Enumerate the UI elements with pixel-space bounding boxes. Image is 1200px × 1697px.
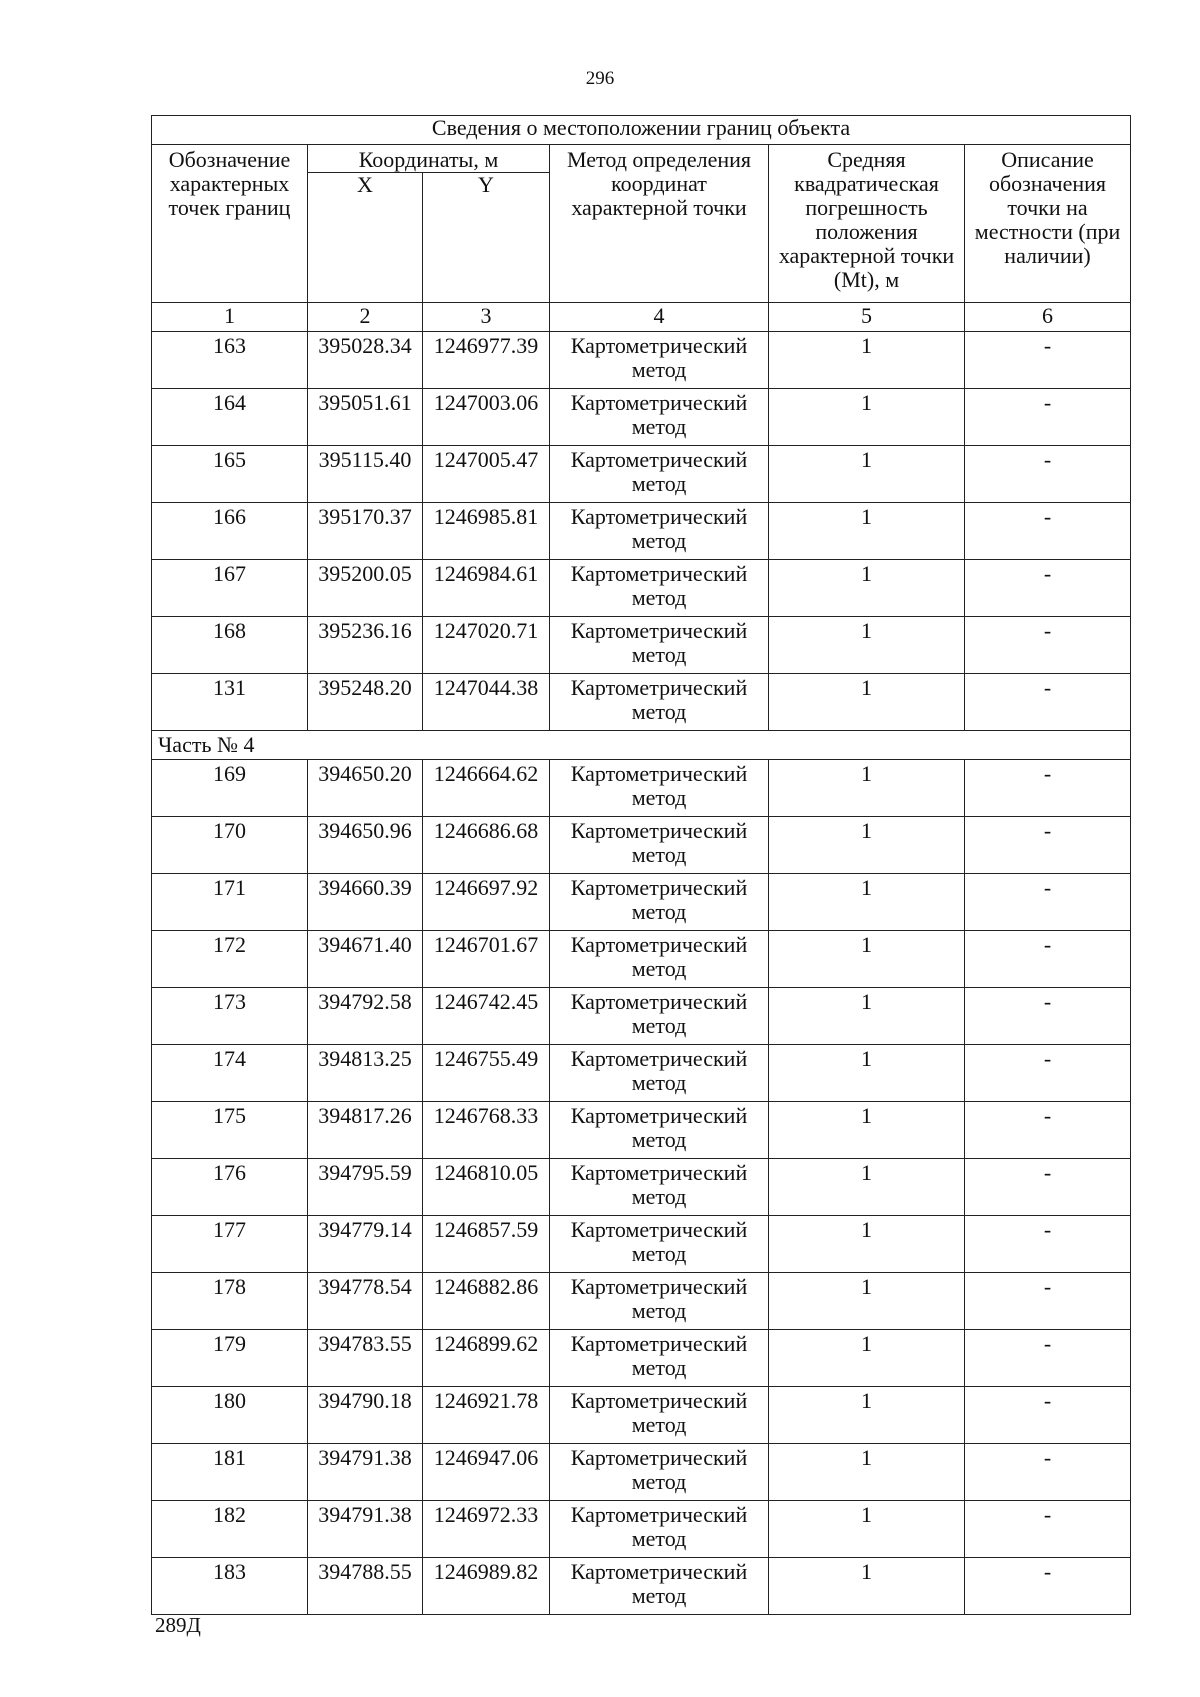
part-label: Часть № 4 bbox=[152, 731, 1131, 760]
cell-point: 131 bbox=[152, 674, 308, 731]
cell-x: 394791.38 bbox=[308, 1444, 423, 1501]
table-row bbox=[152, 931, 1131, 988]
cell-point: 170 bbox=[152, 817, 308, 874]
table-row bbox=[152, 1102, 1131, 1159]
cell-y: 1247003.06 bbox=[423, 389, 550, 446]
cell-x: 394671.40 bbox=[308, 931, 423, 988]
cell-description: - bbox=[965, 1558, 1131, 1615]
cell-method: Картометрический метод bbox=[550, 760, 769, 817]
cell-point: 176 bbox=[152, 1159, 308, 1216]
cell-description: - bbox=[965, 1045, 1131, 1102]
cell-x: 394788.55 bbox=[308, 1558, 423, 1615]
cell-y: 1247044.38 bbox=[423, 674, 550, 731]
cell-y: 1247020.71 bbox=[423, 617, 550, 674]
cell-description: - bbox=[965, 817, 1131, 874]
cell-description: - bbox=[965, 1273, 1131, 1330]
document-code: 289Д bbox=[155, 1613, 201, 1637]
table-row bbox=[152, 617, 1131, 674]
cell-error: 1 bbox=[769, 1501, 965, 1558]
cell-error: 1 bbox=[769, 674, 965, 731]
table-title: Сведения о местоположении границ объекта bbox=[152, 116, 1131, 145]
table-row bbox=[152, 446, 1131, 503]
cell-point: 182 bbox=[152, 1501, 308, 1558]
table-row bbox=[152, 332, 1131, 389]
cell-y: 1246755.49 bbox=[423, 1045, 550, 1102]
cell-y: 1246664.62 bbox=[423, 760, 550, 817]
cell-method: Картометрический метод bbox=[550, 332, 769, 389]
header-description: Описание обозначения точки на местности (при наличии) bbox=[965, 145, 1131, 303]
column-number: 5 bbox=[769, 303, 965, 332]
cell-description: - bbox=[965, 988, 1131, 1045]
table-row bbox=[152, 1330, 1131, 1387]
table-row bbox=[152, 389, 1131, 446]
cell-x: 394813.25 bbox=[308, 1045, 423, 1102]
cell-method: Картометрический метод bbox=[550, 1273, 769, 1330]
cell-method: Картометрический метод bbox=[550, 874, 769, 931]
cell-point: 169 bbox=[152, 760, 308, 817]
cell-error: 1 bbox=[769, 1045, 965, 1102]
cell-error: 1 bbox=[769, 446, 965, 503]
cell-point: 172 bbox=[152, 931, 308, 988]
column-number: 1 bbox=[152, 303, 308, 332]
cell-method: Картометрический метод bbox=[550, 988, 769, 1045]
cell-point: 175 bbox=[152, 1102, 308, 1159]
cell-y: 1246882.86 bbox=[423, 1273, 550, 1330]
cell-error: 1 bbox=[769, 874, 965, 931]
cell-y: 1246947.06 bbox=[423, 1444, 550, 1501]
table-row bbox=[152, 988, 1131, 1045]
cell-method: Картометрический метод bbox=[550, 1045, 769, 1102]
cell-method: Картометрический метод bbox=[550, 1558, 769, 1615]
cell-description: - bbox=[965, 874, 1131, 931]
cell-method: Картометрический метод bbox=[550, 1444, 769, 1501]
cell-y: 1246810.05 bbox=[423, 1159, 550, 1216]
cell-error: 1 bbox=[769, 1216, 965, 1273]
cell-point: 177 bbox=[152, 1216, 308, 1273]
cell-point: 181 bbox=[152, 1444, 308, 1501]
cell-description: - bbox=[965, 503, 1131, 560]
table-row bbox=[152, 1273, 1131, 1330]
cell-description: - bbox=[965, 1330, 1131, 1387]
cell-x: 395115.40 bbox=[308, 446, 423, 503]
cell-y: 1246899.62 bbox=[423, 1330, 550, 1387]
cell-point: 171 bbox=[152, 874, 308, 931]
cell-x: 394795.59 bbox=[308, 1159, 423, 1216]
cell-y: 1246984.61 bbox=[423, 560, 550, 617]
cell-x: 394783.55 bbox=[308, 1330, 423, 1387]
cell-point: 167 bbox=[152, 560, 308, 617]
cell-point: 164 bbox=[152, 389, 308, 446]
cell-error: 1 bbox=[769, 988, 965, 1045]
cell-method: Картометрический метод bbox=[550, 817, 769, 874]
cell-error: 1 bbox=[769, 389, 965, 446]
cell-x: 394790.18 bbox=[308, 1387, 423, 1444]
table-row bbox=[152, 1444, 1131, 1501]
cell-y: 1246857.59 bbox=[423, 1216, 550, 1273]
cell-description: - bbox=[965, 332, 1131, 389]
cell-error: 1 bbox=[769, 1330, 965, 1387]
header-y: Y bbox=[423, 173, 550, 303]
cell-point: 178 bbox=[152, 1273, 308, 1330]
table-row bbox=[152, 874, 1131, 931]
cell-y: 1246697.92 bbox=[423, 874, 550, 931]
cell-method: Картометрический метод bbox=[550, 446, 769, 503]
cell-error: 1 bbox=[769, 1558, 965, 1615]
column-number: 2 bbox=[308, 303, 423, 332]
cell-point: 174 bbox=[152, 1045, 308, 1102]
cell-method: Картометрический метод bbox=[550, 1387, 769, 1444]
table-row bbox=[152, 1216, 1131, 1273]
cell-point: 166 bbox=[152, 503, 308, 560]
table-row bbox=[152, 1159, 1131, 1216]
cell-description: - bbox=[965, 446, 1131, 503]
cell-x: 395248.20 bbox=[308, 674, 423, 731]
table-row bbox=[152, 1387, 1131, 1444]
cell-y: 1246972.33 bbox=[423, 1501, 550, 1558]
cell-method: Картометрический метод bbox=[550, 560, 769, 617]
table-row bbox=[152, 1045, 1131, 1102]
header-designation: Обозначение характерных точек границ bbox=[152, 145, 308, 303]
cell-y: 1247005.47 bbox=[423, 446, 550, 503]
cell-error: 1 bbox=[769, 503, 965, 560]
cell-y: 1246985.81 bbox=[423, 503, 550, 560]
cell-description: - bbox=[965, 931, 1131, 988]
cell-description: - bbox=[965, 1501, 1131, 1558]
cell-error: 1 bbox=[769, 1273, 965, 1330]
cell-x: 394650.20 bbox=[308, 760, 423, 817]
cell-method: Картометрический метод bbox=[550, 1330, 769, 1387]
cell-description: - bbox=[965, 617, 1131, 674]
cell-point: 168 bbox=[152, 617, 308, 674]
column-number: 6 bbox=[965, 303, 1131, 332]
cell-y: 1246921.78 bbox=[423, 1387, 550, 1444]
cell-description: - bbox=[965, 1102, 1131, 1159]
cell-x: 395170.37 bbox=[308, 503, 423, 560]
cell-description: - bbox=[965, 560, 1131, 617]
cell-method: Картометрический метод bbox=[550, 389, 769, 446]
cell-x: 395028.34 bbox=[308, 332, 423, 389]
cell-x: 394660.39 bbox=[308, 874, 423, 931]
table-row bbox=[152, 1501, 1131, 1558]
cell-y: 1246989.82 bbox=[423, 1558, 550, 1615]
cell-description: - bbox=[965, 760, 1131, 817]
table-row bbox=[152, 674, 1131, 731]
header-error: Средняя квадратическая погрешность положения характерной точки (Mt), м bbox=[769, 145, 965, 303]
cell-error: 1 bbox=[769, 1444, 965, 1501]
cell-method: Картометрический метод bbox=[550, 931, 769, 988]
cell-method: Картометрический метод bbox=[550, 1159, 769, 1216]
cell-description: - bbox=[965, 1444, 1131, 1501]
cell-y: 1246742.45 bbox=[423, 988, 550, 1045]
header-coordinates: Координаты, м bbox=[308, 145, 550, 173]
cell-x: 394817.26 bbox=[308, 1102, 423, 1159]
cell-error: 1 bbox=[769, 617, 965, 674]
cell-x: 394650.96 bbox=[308, 817, 423, 874]
cell-x: 394792.58 bbox=[308, 988, 423, 1045]
cell-description: - bbox=[965, 674, 1131, 731]
cell-y: 1246768.33 bbox=[423, 1102, 550, 1159]
cell-error: 1 bbox=[769, 1387, 965, 1444]
table-row bbox=[152, 560, 1131, 617]
cell-point: 165 bbox=[152, 446, 308, 503]
cell-y: 1246686.68 bbox=[423, 817, 550, 874]
cell-error: 1 bbox=[769, 560, 965, 617]
table-row bbox=[152, 817, 1131, 874]
table-row bbox=[152, 503, 1131, 560]
boundary-coordinates-table bbox=[151, 115, 1131, 1615]
cell-y: 1246977.39 bbox=[423, 332, 550, 389]
cell-description: - bbox=[965, 1159, 1131, 1216]
cell-x: 395051.61 bbox=[308, 389, 423, 446]
cell-error: 1 bbox=[769, 817, 965, 874]
cell-method: Картометрический метод bbox=[550, 503, 769, 560]
cell-description: - bbox=[965, 1387, 1131, 1444]
table-row bbox=[152, 760, 1131, 817]
cell-x: 395200.05 bbox=[308, 560, 423, 617]
cell-error: 1 bbox=[769, 1159, 965, 1216]
cell-method: Картометрический метод bbox=[550, 617, 769, 674]
cell-error: 1 bbox=[769, 931, 965, 988]
header-x: X bbox=[308, 173, 423, 303]
cell-x: 395236.16 bbox=[308, 617, 423, 674]
cell-point: 183 bbox=[152, 1558, 308, 1615]
cell-method: Картометрический метод bbox=[550, 1102, 769, 1159]
cell-error: 1 bbox=[769, 1102, 965, 1159]
cell-x: 394778.54 bbox=[308, 1273, 423, 1330]
part-row bbox=[152, 731, 1131, 760]
cell-description: - bbox=[965, 389, 1131, 446]
column-number: 3 bbox=[423, 303, 550, 332]
cell-point: 179 bbox=[152, 1330, 308, 1387]
page-number: 296 bbox=[585, 68, 615, 89]
table-row bbox=[152, 1558, 1131, 1615]
cell-method: Картометрический метод bbox=[550, 1501, 769, 1558]
column-numbers-row bbox=[152, 303, 1131, 332]
cell-method: Картометрический метод bbox=[550, 1216, 769, 1273]
column-number: 4 bbox=[550, 303, 769, 332]
cell-error: 1 bbox=[769, 760, 965, 817]
cell-method: Картометрический метод bbox=[550, 674, 769, 731]
cell-point: 180 bbox=[152, 1387, 308, 1444]
cell-x: 394791.38 bbox=[308, 1501, 423, 1558]
cell-error: 1 bbox=[769, 332, 965, 389]
cell-point: 163 bbox=[152, 332, 308, 389]
cell-x: 394779.14 bbox=[308, 1216, 423, 1273]
cell-point: 173 bbox=[152, 988, 308, 1045]
header-method: Метод определения координат характерной точки bbox=[550, 145, 769, 303]
cell-description: - bbox=[965, 1216, 1131, 1273]
cell-y: 1246701.67 bbox=[423, 931, 550, 988]
